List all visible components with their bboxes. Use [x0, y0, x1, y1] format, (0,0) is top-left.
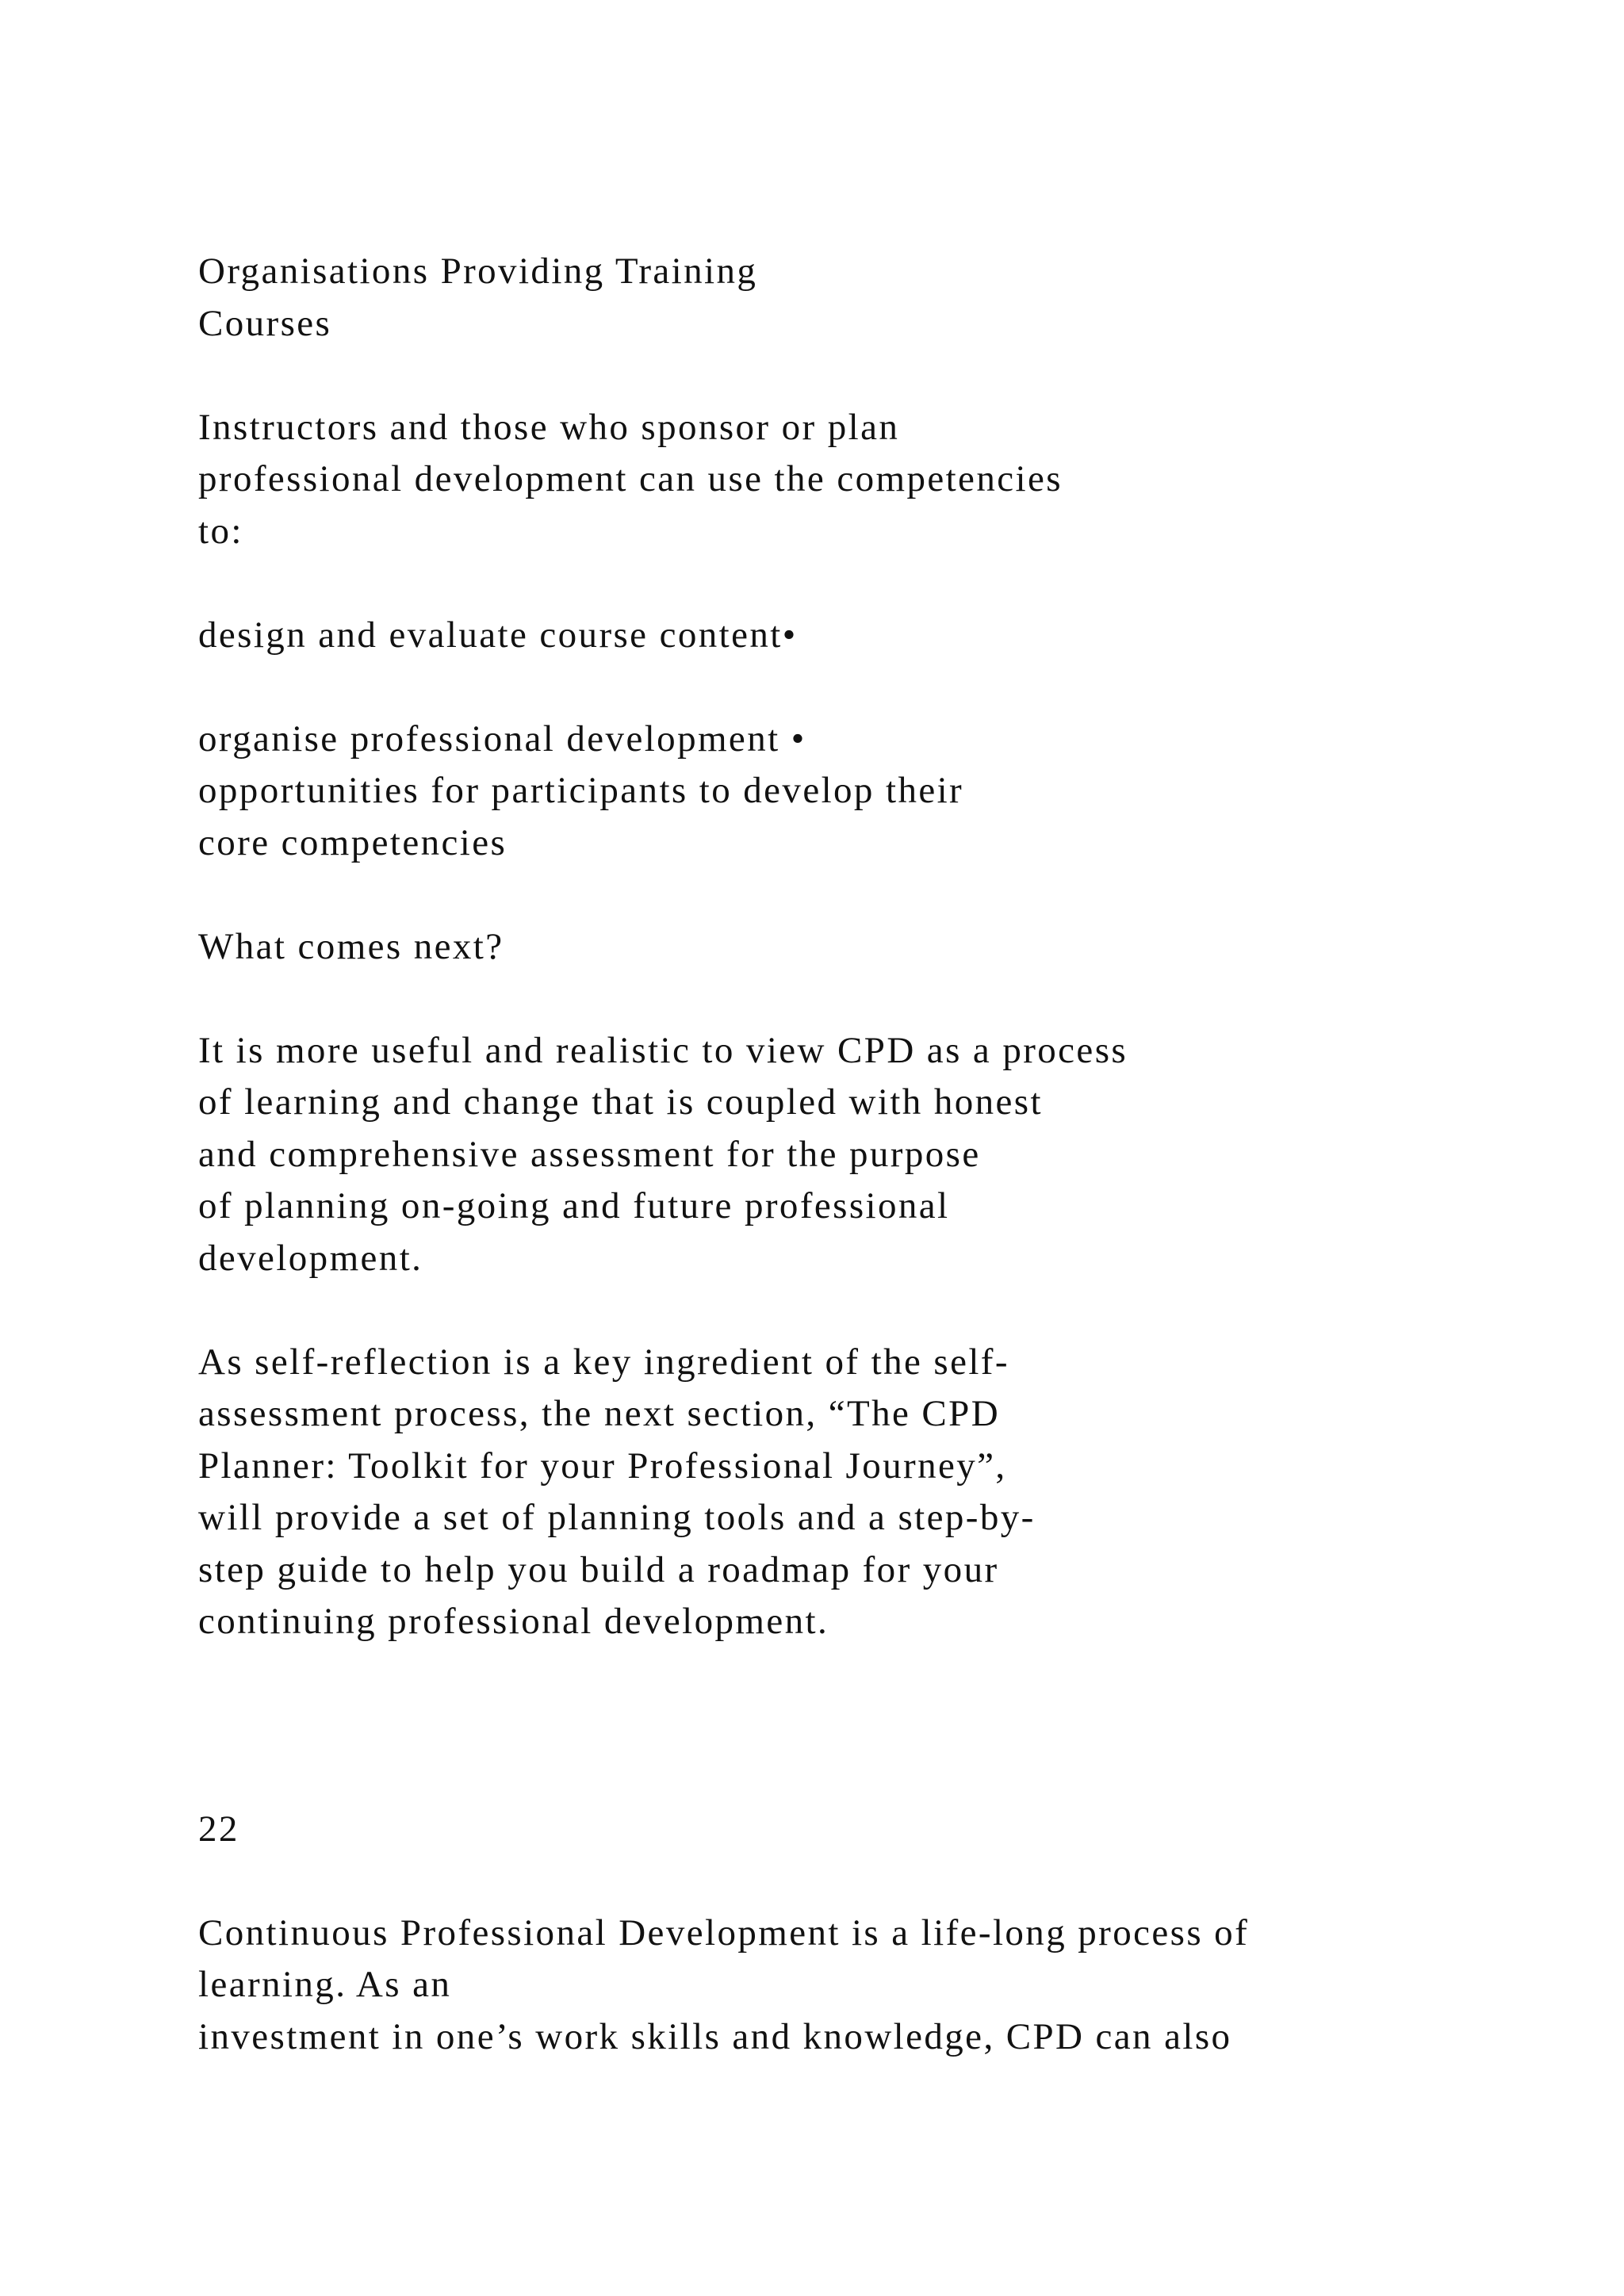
cpd-paragraph-line-5: development.	[198, 1237, 423, 1279]
cpd-definition-line-1: Continuous Professional Development is a life-long process of	[198, 1911, 1250, 1954]
intro-paragraph-line-3: to:	[198, 510, 243, 552]
section-heading-line-1: Organisations Providing Training	[198, 251, 758, 292]
document-body	[198, 246, 1507, 2063]
cpd-paragraph-line-4: of planning on-going and future professional	[198, 1185, 950, 1226]
bullet-item-2-line-3: core competencies	[198, 821, 508, 863]
paragraph-gap	[198, 557, 1507, 610]
cpd-paragraph-line-3: and comprehensive assessment for the purpose	[198, 1133, 981, 1175]
paragraph-gap	[198, 1284, 1507, 1337]
page-number: 22	[198, 1808, 239, 1850]
paragraph-gap	[198, 661, 1507, 714]
cpd-paragraph-line-2: of learning and change that is coupled with honest	[198, 1081, 1043, 1123]
bullet-item-2-line-1: organise professional development •	[198, 718, 806, 760]
intro-paragraph-line-2: professional development can use the competencies	[198, 458, 1063, 499]
paragraph-gap	[198, 350, 1507, 402]
intro-paragraph-line-1: Instructors and those who sponsor or plan	[198, 406, 900, 448]
cpd-definition-line-2: learning. As an	[198, 1964, 452, 2005]
cpd-definition-line-3: investment in one’s work skills and knowledge, CPD can also	[198, 2015, 1232, 2057]
self-reflection-paragraph-line-4: will provide a set of planning tools and a step-by-	[198, 1497, 1036, 1538]
self-reflection-paragraph-line-3: Planner: Toolkit for your Professional Journey”,	[198, 1445, 1007, 1487]
self-reflection-paragraph-line-1: As self-reflection is a key ingredient of the self-	[198, 1341, 1009, 1383]
paragraph-gap	[198, 1855, 1507, 1908]
bullet-item-1: design and evaluate course content•	[198, 614, 798, 656]
paragraph-gap	[198, 869, 1507, 921]
bullet-item-2-line-2: opportunities for participants to develop their	[198, 770, 964, 811]
self-reflection-paragraph-line-5: step guide to help you build a roadmap for your	[198, 1548, 999, 1590]
subheading-what-comes-next: What comes next?	[198, 925, 504, 967]
paragraph-gap	[198, 973, 1507, 1025]
section-gap	[198, 1648, 1507, 1804]
self-reflection-paragraph-line-6: continuing professional development.	[198, 1601, 829, 1642]
section-heading-line-2: Courses	[198, 302, 332, 344]
self-reflection-paragraph-line-2: assessment process, the next section, “The CPD	[198, 1393, 1001, 1434]
cpd-paragraph-line-1: It is more useful and realistic to view CPD as a process	[198, 1029, 1128, 1071]
